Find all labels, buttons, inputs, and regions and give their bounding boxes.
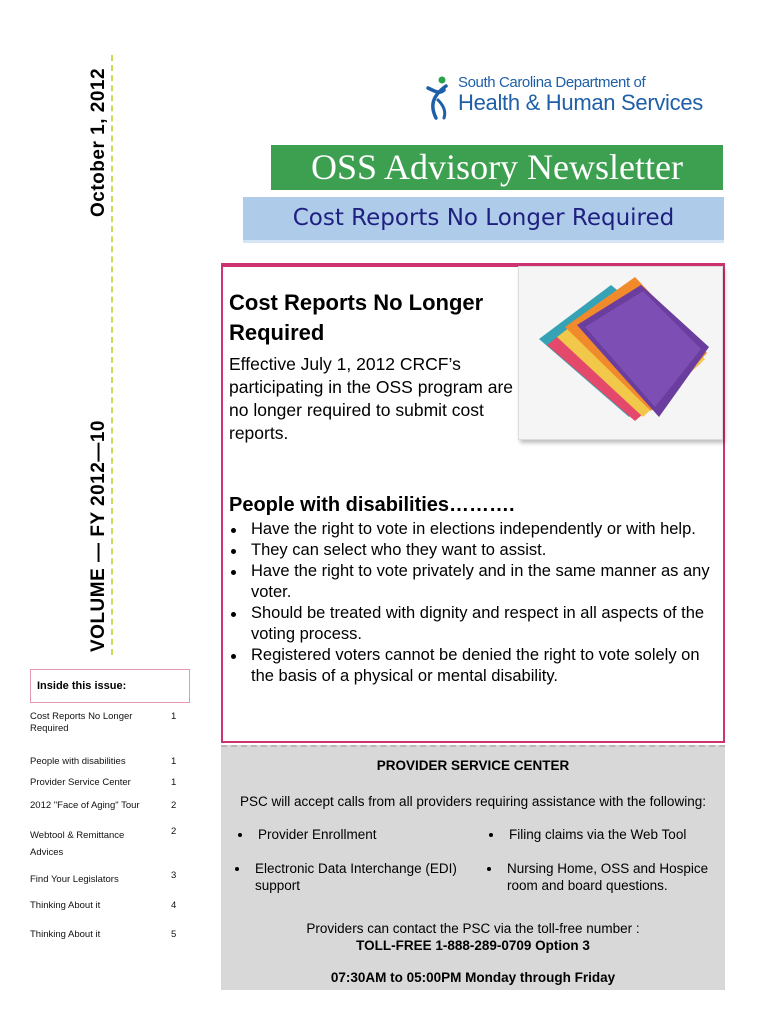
toc-page: 2 [171, 826, 177, 837]
toc-label: Thinking About it [30, 900, 101, 911]
newsletter-subtitle: Cost Reports No Longer Required [243, 197, 724, 243]
logo-line1: South Carolina Department of [458, 74, 646, 91]
newsletter-title: OSS Advisory Newsletter [271, 145, 723, 190]
person-logo-icon [422, 72, 458, 120]
toc-label: 2012 "Face of Aging" Tour [30, 800, 140, 811]
list-item: Have the right to vote privately and in the same manner as any voter. [229, 561, 715, 603]
volume-label: VOLUME — FY 2012—10 [88, 420, 109, 652]
toc-label: Find Your Legislators [30, 874, 119, 885]
issue-header: Inside this issue: [30, 669, 190, 703]
toc-label: People with disabilities [30, 756, 126, 767]
toc-label: Cost Reports No Longer Required [30, 711, 133, 734]
psc-title: PROVIDER SERVICE CENTER [376, 758, 570, 773]
toc-label: Provider Service Center [30, 777, 131, 788]
agency-logo [422, 72, 722, 122]
psc-item: Filing claims via the Web Tool [509, 826, 719, 843]
list-item: Registered voters cannot be denied the right to vote solely on the basis of a physical or mental disability. [229, 645, 715, 687]
psc-item: Electronic Data Interchange (EDI) support [255, 860, 470, 894]
toc-label: Webtool & Remittance Advices [30, 830, 125, 858]
toc-page: 1 [171, 711, 177, 722]
psc-item: Provider Enrollment [258, 826, 458, 843]
issue-date: October 1, 2012 [88, 67, 109, 217]
toc-label: Thinking About it [30, 929, 101, 940]
logo-line2: Health & Human Services [458, 90, 703, 115]
psc-item: Nursing Home, OSS and Hospice room and board questions. [507, 860, 719, 894]
article-body: Effective July 1, 2012 CRCF’s participating in the OSS program are no longer required to submit cost reports. [229, 354, 514, 443]
people-heading: People with disabilities………. [229, 494, 515, 516]
list-item: They can select who they want to assist. [229, 540, 715, 561]
toc-page: 5 [171, 929, 177, 940]
psc-contact-text: Providers can contact the PSC via the toll-free number : [306, 921, 640, 936]
toc-page: 1 [171, 756, 177, 767]
psc-contact [221, 920, 725, 954]
people-list [229, 519, 715, 687]
article-heading: Cost Reports No Longer Required [229, 290, 484, 345]
toc-page: 4 [171, 900, 177, 911]
folders-icon [519, 267, 722, 439]
psc-hours: 07:30AM to 05:00PM Monday through Friday [330, 970, 616, 985]
list-item: Have the right to vote in elections independently or with help. [229, 519, 715, 540]
psc-intro: PSC will accept calls from all providers requiring assistance with the following: [240, 794, 706, 809]
list-item: Should be treated with dignity and respect in all aspects of the voting process. [229, 603, 715, 645]
toc-page: 2 [171, 800, 177, 811]
folders-image [518, 266, 723, 440]
toc-page: 1 [171, 777, 177, 788]
toc-page: 3 [171, 870, 177, 881]
psc-phone: TOLL-FREE 1-888-289-0709 Option 3 [356, 938, 590, 953]
divider-line [111, 55, 113, 655]
